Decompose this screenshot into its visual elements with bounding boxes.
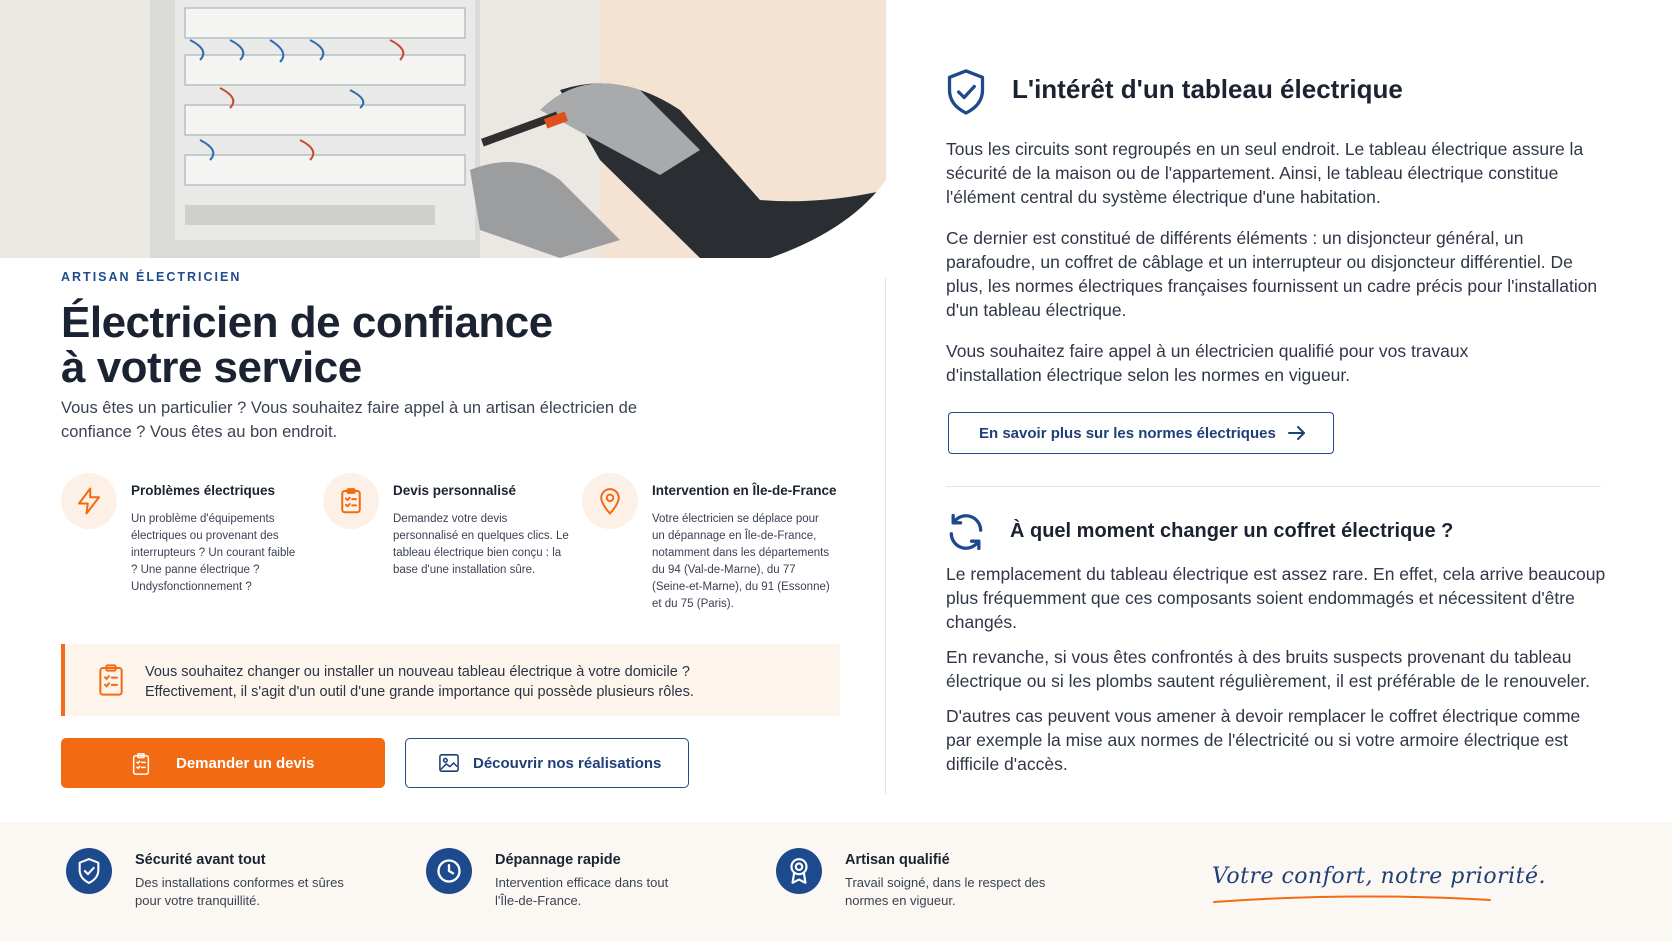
shield-check-icon — [944, 67, 988, 122]
footer-item-title: Artisan qualifié — [845, 852, 950, 868]
award-icon — [776, 848, 822, 894]
checklist-icon — [323, 473, 379, 529]
electrical-norms-button[interactable] — [948, 412, 1334, 454]
shield-check-icon — [66, 848, 112, 894]
paragraph: Vous souhaitez faire appel à un électricien qualifié pour vos travaux d'installation électrique selon les normes en vigueur. — [946, 341, 1469, 385]
callout-text — [145, 662, 825, 702]
footer-text-line: Intervention efficace dans tout — [495, 875, 669, 890]
footer-item-title: Dépannage rapide — [495, 852, 621, 868]
trust-footer — [0, 822, 1672, 941]
eyebrow-label: ARTISAN ÉLECTRICIEN — [61, 270, 242, 284]
callout-line-1: Vous souhaitez changer ou installer un nouveau tableau électrique à votre domicile ? — [145, 664, 690, 680]
hero-text-block — [61, 270, 851, 444]
section-title-when-to-change: À quel moment changer un coffret électrique ? — [1010, 520, 1454, 542]
portfolio-button[interactable] — [405, 738, 689, 788]
features-row — [61, 473, 861, 633]
footer-item-title: Sécurité avant tout — [135, 852, 266, 868]
feature-text: Un problème d'équipements électriques ou provenant des interrupteurs ? Un courant faible ? Une panne électrique ? Undysfonctionnement ? — [131, 513, 296, 593]
portfolio-label: Découvrir nos réalisations — [473, 754, 662, 772]
footer-text-line: Des installations conformes et sûres — [135, 875, 344, 890]
refresh-icon — [944, 510, 988, 559]
footer-text-line: Travail soigné, dans le respect des — [845, 875, 1046, 890]
feature-text: Votre électricien se déplace pour un dépannage en Île-de-France, notamment dans les départements du 94 (Val-de-Marne), du 77 (Seine-et-Marne), du 91 (Essonne) et du 75 (Paris). — [652, 513, 830, 610]
location-pin-icon — [582, 473, 638, 529]
title-line-2: à votre service — [61, 343, 362, 392]
paragraph: D'autres cas peuvent vous amener à devoir remplacer le coffret électrique comme par exemple la mise aux normes de l'électricité ou si votre armoire électrique est difficile d'accès. — [946, 706, 1581, 774]
clipboard-icon — [95, 662, 127, 703]
tagline-underline — [1212, 894, 1492, 906]
paragraph: Le remplacement du tableau électrique est assez rare. En effet, cela arrive beaucoup plus fréquemment que ces composants soient endommagés et nécessitent d'être changés. — [946, 564, 1606, 632]
section-benefits-body — [946, 137, 1606, 387]
feature-title: Problèmes électriques — [131, 483, 276, 498]
footer-item-text — [845, 874, 1045, 910]
title-line-1: Électricien de confiance — [61, 298, 553, 347]
info-callout — [61, 644, 840, 716]
section-title-benefits: L'intérêt d'un tableau électrique — [1012, 74, 1403, 104]
lead-text: Vous êtes un particulier ? Vous souhaitez faire appel à un artisan électricien de confiance ? Vous êtes au bon endroit. — [61, 399, 638, 441]
hero-photo-electrician — [0, 0, 886, 258]
tagline: Votre confort, notre priorité. — [1212, 864, 1547, 889]
paragraph: Ce dernier est constitué de différents éléments : un disjoncteur général, un parafoudre, un coffret de câblage et un interrupteur ou disjoncteur différentiel. De plus, les normes électriques françaises fournissent un cadre précis pour l'installation d'un tableau électrique. — [946, 228, 1598, 320]
request-quote-label: Demander un devis — [176, 754, 315, 772]
image-gallery-icon — [438, 753, 460, 777]
request-quote-button[interactable] — [61, 738, 385, 788]
page-title — [61, 300, 851, 390]
section-divider — [946, 486, 1601, 487]
clock-icon — [426, 848, 472, 894]
feature-text: Demandez votre devis personnalisé en quelques clics. Le tableau électrique bien conçu : la base d'une installation sûre. — [393, 513, 569, 576]
footer-item-text — [135, 874, 344, 910]
electrical-norms-label: En savoir plus sur les normes électriques — [979, 424, 1276, 442]
callout-line-2: Effectivement, il s'agit d'un outil d'une grande importance qui possède plusieurs rôles. — [145, 684, 694, 700]
footer-text-line: normes en vigueur. — [845, 893, 956, 908]
paragraph: En revanche, si vous êtes confrontés à des bruits suspects provenant du tableau électrique ou si les plombs sautent régulièrement, il est préférable de le renouveler. — [946, 647, 1590, 691]
feature-title: Intervention en Île-de-France — [652, 483, 837, 498]
arrow-right-icon — [1288, 426, 1306, 440]
column-divider — [885, 278, 886, 794]
footer-text-line: l'Île-de-France. — [495, 893, 582, 908]
feature-title: Devis personnalisé — [393, 483, 517, 498]
footer-item-text — [495, 874, 668, 910]
lightning-icon — [61, 473, 117, 529]
clipboard-icon — [130, 751, 152, 781]
section-when-to-change-body — [946, 562, 1606, 776]
footer-text-line: pour votre tranquillité. — [135, 893, 261, 908]
paragraph: Tous les circuits sont regroupés en un seul endroit. Le tableau électrique assure la sécurité de la maison ou de l'appartement. Ainsi, le tableau électrique constitue l'élément central du système électrique d'une habitation. — [946, 139, 1584, 207]
